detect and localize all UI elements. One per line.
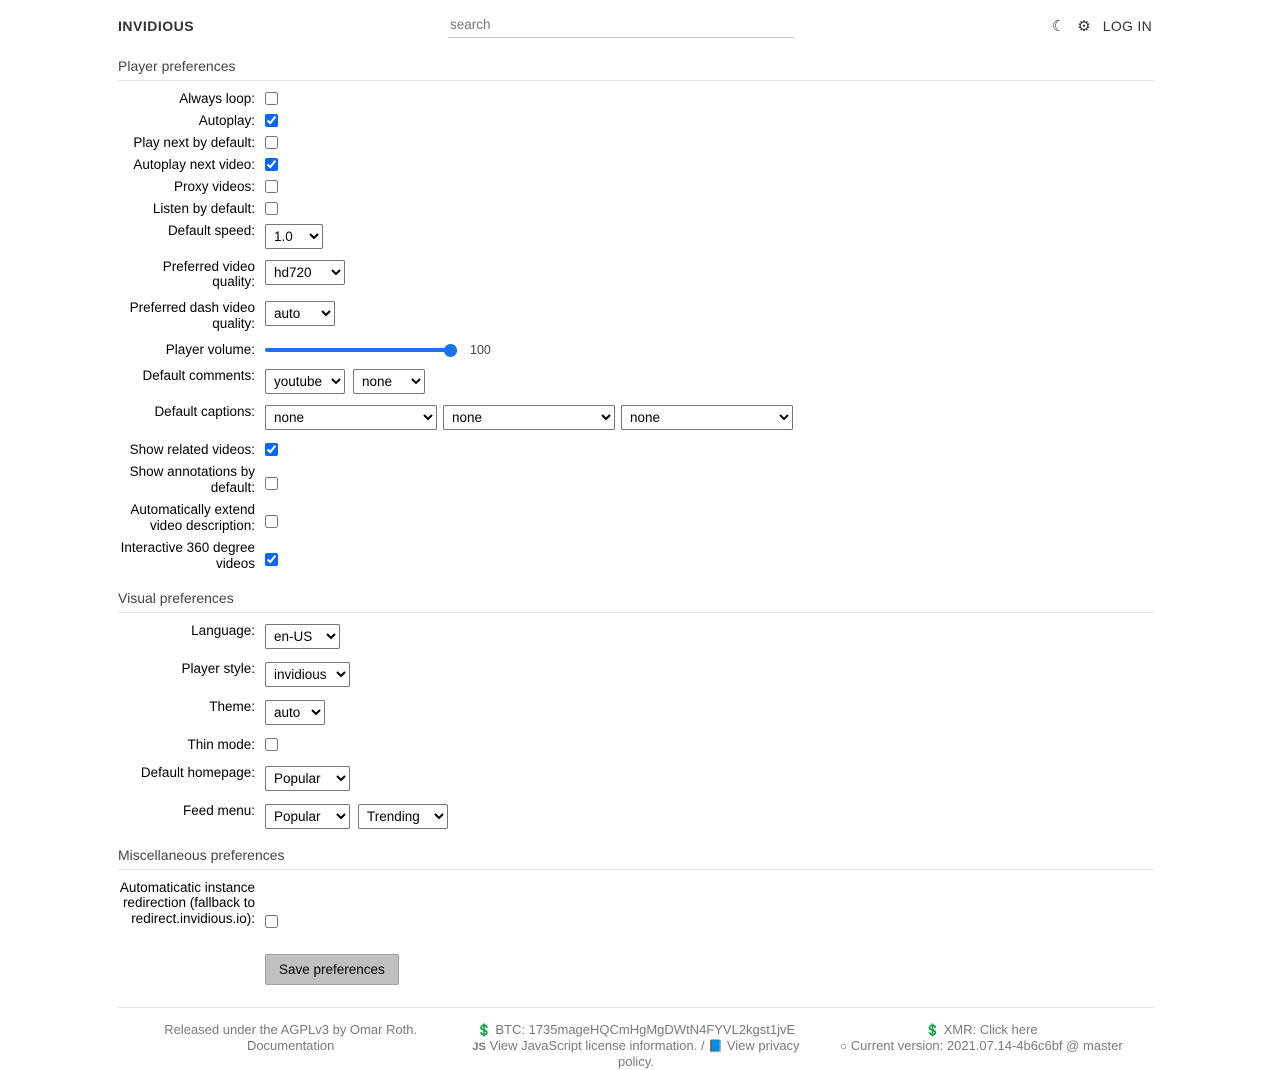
checkbox-auto-redirect[interactable] [265,915,278,928]
row-auto-redirect [118,880,1154,928]
search-container [448,14,794,38]
row-preferred-quality [118,259,1154,291]
select-default-speed[interactable] [265,224,323,249]
footer-license-text: Released under the AGPLv3 by Omar Roth. [164,1021,418,1037]
js-badge-icon: JS [472,1040,486,1053]
label-autoplay: Autoplay: [198,112,255,128]
checkbox-proxy-videos[interactable] [265,180,278,193]
checkbox-play-next[interactable] [265,136,278,149]
save-preferences-button[interactable]: Save preferences [265,954,399,985]
footer-version-link[interactable]: Current version: 2021.07.14-4b6c6bf @ master [850,1037,1123,1053]
footer-center [463,1022,808,1070]
label-play-next: Play next by default: [133,134,255,150]
row-theme [118,699,1154,725]
select-default-captions-2[interactable] [443,405,615,430]
row-interactive-360 [118,540,1154,572]
footer-left [118,1022,463,1070]
monero-btc-icon: 💲 [476,1022,492,1037]
monero-icon: 💲 [925,1022,941,1037]
section-title-visual: Visual preferences [118,586,1154,613]
label-default-captions: Default captions: [154,404,255,420]
label-default-speed: Default speed: [167,222,255,238]
slider-player-volume[interactable] [265,348,457,352]
navbar-right-actions [794,18,1154,34]
label-language: Language: [191,622,255,638]
section-title-player: Player preferences [118,54,1154,81]
row-always-loop [118,91,1154,107]
footer-separator: / [701,1037,705,1053]
select-default-comments-primary[interactable] [265,369,345,394]
footer-right [809,1022,1154,1070]
footer-js-license-link[interactable]: View JavaScript license information. [489,1037,698,1053]
row-player-style [118,661,1154,687]
checkbox-thin-mode[interactable] [265,738,278,751]
label-proxy-videos: Proxy videos: [173,178,255,194]
row-player-volume [118,342,1154,358]
select-feed-menu-2[interactable] [358,804,448,829]
section-title-misc: Miscellaneous preferences [118,843,1154,870]
row-thin-mode [118,737,1154,753]
row-default-homepage [118,765,1154,791]
row-autoplay-next [118,157,1154,173]
label-show-annotations: Show annotations by default: [129,464,255,495]
row-show-annotations [118,464,1154,496]
checkbox-interactive-360[interactable] [265,553,278,566]
select-feed-menu-1[interactable] [265,804,350,829]
row-default-comments [118,368,1154,394]
checkbox-always-loop[interactable] [265,92,278,105]
save-spacer [118,954,265,985]
label-feed-menu: Feed menu: [182,802,255,818]
top-navbar [118,0,1154,48]
row-feed-menu [118,803,1154,829]
select-preferred-dash-quality[interactable] [265,301,335,326]
select-theme[interactable] [265,700,325,725]
checkbox-autoplay-next[interactable] [265,158,278,171]
label-show-related: Show related videos: [129,442,255,458]
preferences-form [118,54,1154,985]
page-footer [118,1007,1154,1070]
select-default-homepage[interactable] [265,766,350,791]
row-play-next [118,135,1154,151]
label-thin-mode: Thin mode: [187,736,255,752]
select-preferred-quality[interactable] [265,260,345,285]
label-autoplay-next: Autoplay next video: [133,156,255,172]
footer-xmr-link[interactable]: XMR: Click here [943,1021,1038,1037]
github-icon: ○ [839,1038,848,1053]
label-default-homepage: Default homepage: [140,764,255,780]
checkbox-extend-description[interactable] [265,515,278,528]
gear-icon[interactable]: ⚙ [1077,17,1091,35]
label-interactive-360: Interactive 360 degree videos [120,539,255,571]
label-preferred-quality: Preferred video quality: [162,258,255,290]
label-player-volume: Player volume: [165,342,255,358]
checkbox-autoplay[interactable] [265,114,278,127]
search-input[interactable] [448,14,794,38]
select-default-comments-secondary[interactable] [353,369,425,394]
label-listen-default: Listen by default: [152,200,255,216]
label-auto-redirect: Automaticatic instance redirection (fallback to redirect.invidious.io): [119,879,255,927]
checkbox-listen-default[interactable] [265,202,278,215]
footer-documentation-link[interactable]: Documentation [246,1037,335,1053]
label-player-style: Player style: [181,660,255,676]
row-show-related [118,442,1154,458]
checkbox-show-related[interactable] [265,443,278,456]
select-default-captions-1[interactable] [265,405,437,430]
label-always-loop: Always loop: [179,91,255,106]
row-extend-description [118,502,1154,534]
row-default-speed [118,223,1154,249]
checkbox-show-annotations[interactable] [265,477,278,490]
row-language [118,623,1154,649]
label-preferred-dash-quality: Preferred dash video quality: [129,300,255,332]
login-link[interactable]: LOG IN [1102,18,1152,34]
select-language[interactable] [265,624,340,649]
moon-icon[interactable]: ☾ [1051,17,1066,35]
row-preferred-dash-quality [118,300,1154,332]
book-icon: 📘 [708,1038,724,1053]
footer-btc-link[interactable]: BTC: 1735mageHQCmHgMgDWtN4FYVL2kgst1jvE [495,1021,796,1037]
row-default-captions [118,404,1154,430]
player-volume-value: 100 [470,343,491,358]
footer-privacy-link[interactable]: View privacy policy. [618,1037,800,1069]
row-proxy-videos [118,179,1154,195]
select-default-captions-3[interactable] [621,405,793,430]
save-row [118,954,1154,985]
label-theme: Theme: [209,698,255,714]
row-listen-default [118,201,1154,217]
row-autoplay [118,113,1154,129]
label-default-comments: Default comments: [142,368,255,384]
select-player-style[interactable] [265,662,350,687]
label-extend-description: Automatically extend video description: [130,501,255,533]
brand-logo[interactable]: INVIDIOUS [118,18,195,34]
